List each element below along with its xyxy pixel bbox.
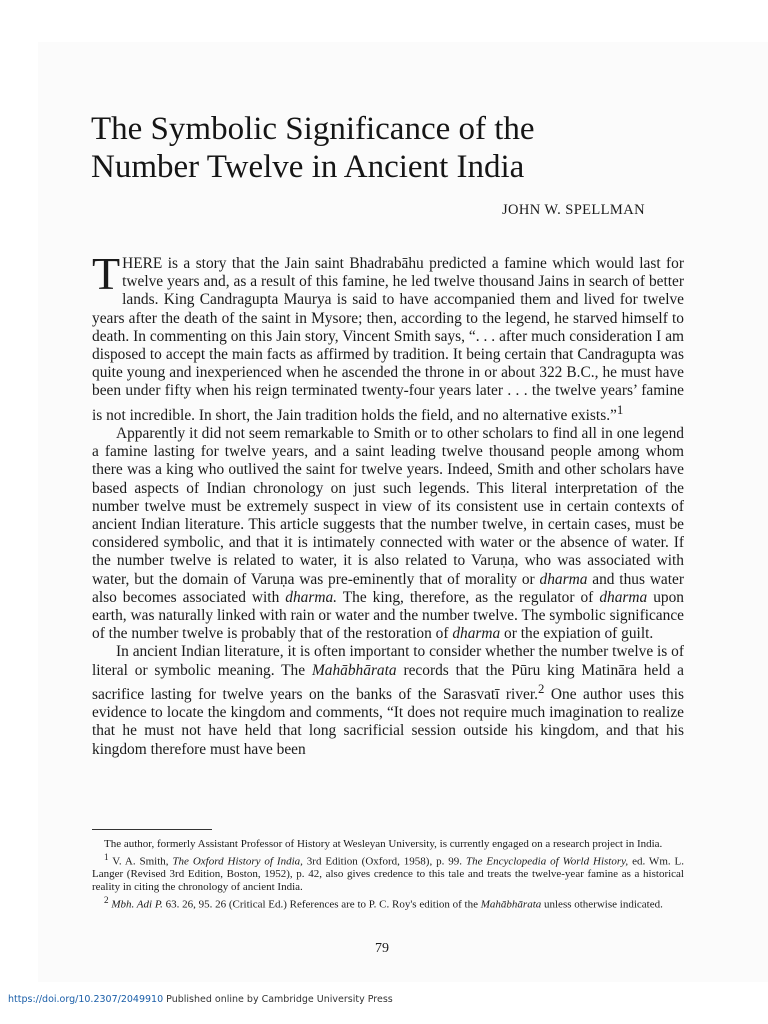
paragraph-3-text-c: One author uses this evidence to locate the kingdom and comments, “It does not require much imagination to realize that he must not have held that long sacrificial session outside his kingdom, and that his kingdom therefore must have been: [92, 685, 684, 758]
page-number: 79: [375, 941, 389, 956]
paragraph-2-text-a: Apparently it did not seem remarkable to Smith or to other scholars to find all in one legend a famine lasting for twelve years, and a saint leading twelve thousand people among whom there was a king who outlived the saint for twelve years. Indeed, Smith and other scholars have based aspects of Indian chronology on just such legends. This literal interpretation of the number twelve must be extremely suspect in view of its consistent use in certain contexts of ancient Indian literature. This article suggests that the number twelve, in certain cases, must be considered symbolic, and that it is intimately connected with water or the absence of water. If the number twelve is related to water, it is also related to Varuṇa, who was associated with water, but the domain of Varuṇa was pre-eminently that of morality or: [92, 424, 684, 588]
paragraph-3-text-a: In ancient Indian literature, it is often important to consider whether the number twelve is of literal or symbolic meaning. The: [92, 643, 684, 679]
article-body: [92, 248, 684, 759]
italic-term: Mahābhārata: [311, 661, 397, 679]
footnote-1-text-c: ed. Wm. L. Langer (Revised 3rd Edition, Boston, 1952), p. 42, also gives credence to this tale and treats the twelve-year famine as a historical reality in citing the chronology of ancient India.: [92, 855, 685, 894]
footnote-number: 2: [104, 894, 109, 905]
italic-title: The Oxford History of India,: [172, 855, 303, 868]
footnote-divider: [92, 829, 212, 830]
italic-term: dharma: [599, 588, 648, 606]
article-title: [91, 110, 691, 186]
paragraph-2-text-c: The king, therefore, as the regulator of: [337, 588, 600, 606]
italic-title: Mbh. Adi P.: [108, 898, 163, 911]
footnote-2: [92, 894, 684, 911]
footnote-2-text-a: 63. 26, 95. 26 (Critical Ed.) References are to P. C. Roy's edition of the: [162, 898, 481, 911]
paragraph-2: [92, 425, 684, 643]
title-line-1: The Symbolic Significance of the: [91, 111, 535, 147]
paragraph-2-text-b: and thus water also becomes associated with: [92, 570, 684, 606]
paragraph-2-text-d: upon earth, was naturally linked with rain or water and the number twelve. The symbolic significance of the number twelve is probably that of the restoration of: [92, 588, 684, 643]
footnote-ref-1[interactable]: 1: [616, 402, 624, 417]
title-line-2: Number Twelve in Ancient India: [91, 149, 525, 185]
paragraph-3-text-b: records that the Pūru king Matināra held a sacrifice lasting for twelve years on the banks of the Sarasvatī river.: [92, 661, 684, 703]
footnote-1-text-a: V. A. Smith,: [108, 855, 173, 868]
publisher-note: Published online by Cambridge University Press: [163, 994, 393, 1005]
author-name: JOHN W. SPELLMAN: [502, 202, 645, 218]
italic-term: dharma.: [285, 588, 338, 606]
footnote-1: [92, 851, 684, 894]
paragraph-3: [92, 643, 684, 758]
footnote-1-text-b: 3rd Edition (Oxford, 1958), p. 99.: [302, 855, 466, 868]
footnote-ref-2[interactable]: 2: [537, 681, 545, 696]
doi-banner: [8, 994, 393, 1005]
doi-link[interactable]: https://doi.org/10.2307/2049910: [8, 994, 164, 1005]
footnote-author: The author, formerly Assistant Professor of History at Wesleyan University, is currently engaged on a research project in India.: [104, 838, 663, 850]
italic-title: The Encyclopedia of World History,: [465, 855, 629, 868]
footnote-number: 1: [104, 851, 109, 862]
paragraph-1-text: HERE is a story that the Jain saint Bhadrabāhu predicted a famine which would last for twelve years and, as a result of this famine, he led twelve thousand Jains in search of better lands. King Candragupta Maurya is said to have accompanied them and lived for twelve years after the death of the saint in Mysore; then, according to the legend, he starved himself to death. In commenting on this Jain story, Vincent Smith says, “. . . after much consideration I am disposed to accept the main facts as affirmed by tradition. It being certain that Candragupta was quite young and inexperienced when he ascended the throne in or about 322 B.C., he must have been under fifty when his reign terminated twenty-four years later . . . the twelve years’ famine is not incredible. In short, the Jain tradition holds the field, and no alternative exists.”: [92, 255, 684, 424]
footnote-2-text-b: unless otherwise indicated.: [541, 898, 663, 911]
paragraph-2-text-e: or the expiation of guilt.: [500, 625, 654, 643]
italic-term: dharma: [452, 625, 501, 643]
italic-term: dharma: [539, 570, 588, 588]
footnotes: [92, 838, 684, 911]
paragraph-1: [92, 248, 684, 425]
italic-title: Mahābhārata: [480, 898, 542, 911]
drop-cap: T: [92, 248, 121, 299]
